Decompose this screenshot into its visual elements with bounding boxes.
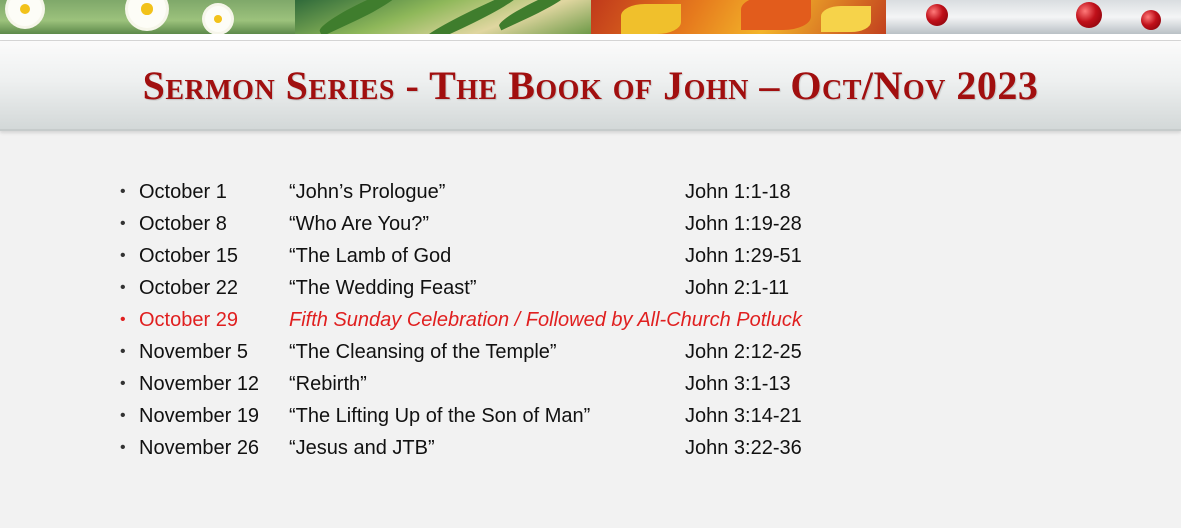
seasonal-banner (0, 0, 1181, 34)
sermon-title: “The Wedding Feast” (289, 276, 477, 299)
scripture-reference: John 2:12-25 (685, 340, 802, 363)
sermon-title: “Rebirth” (289, 372, 367, 395)
bullet-icon: • (120, 311, 126, 328)
special-event-note: Fifth Sunday Celebration / Followed by All-Church Potluck (289, 308, 802, 331)
sermon-date: November 12 (139, 372, 260, 395)
sermon-date: October 22 (139, 276, 238, 299)
palm-leaves-image (295, 0, 590, 34)
palm-leaf (496, 0, 574, 30)
daisy-flowers-image (0, 0, 295, 34)
sermon-title: “John’s Prologue” (289, 180, 446, 203)
schedule-row (120, 176, 1120, 208)
daisy-flower (128, 0, 166, 28)
scripture-reference: John 3:14-21 (685, 404, 802, 427)
slide-title: Sermon Series - The Book of John – Oct/Nov 2023 (142, 62, 1039, 108)
scripture-reference: John 3:22-36 (685, 436, 802, 459)
schedule-row (120, 400, 1120, 432)
sermon-date: October 8 (139, 212, 227, 235)
schedule-row (120, 272, 1120, 304)
sermon-schedule (120, 176, 1120, 464)
bullet-icon: • (120, 279, 126, 296)
title-bar (0, 41, 1181, 131)
maple-leaf (821, 6, 871, 32)
maple-leaf (741, 0, 811, 30)
schedule-row (120, 368, 1120, 400)
schedule-row (120, 240, 1120, 272)
bullet-icon: • (120, 407, 126, 424)
banner-divider (0, 34, 1181, 41)
bullet-icon: • (120, 375, 126, 392)
sermon-title: “The Lamb of God (289, 244, 452, 267)
bullet-icon: • (120, 247, 126, 264)
sermon-date: October 15 (139, 244, 238, 267)
scripture-reference: John 1:1-18 (685, 180, 791, 203)
red-berry (926, 4, 948, 26)
bullet-icon: • (120, 343, 126, 360)
maple-leaf (621, 4, 681, 34)
schedule-row (120, 432, 1120, 464)
sermon-date: October 1 (139, 180, 227, 203)
daisy-flower (8, 0, 42, 26)
schedule-row (120, 208, 1120, 240)
sermon-date: November 26 (139, 436, 260, 459)
sermon-title: “The Cleansing of the Temple” (289, 340, 557, 363)
bullet-icon: • (120, 183, 126, 200)
sermon-date: November 19 (139, 404, 260, 427)
sermon-title: “Jesus and JTB” (289, 436, 435, 459)
red-berry (1141, 10, 1161, 30)
scripture-reference: John 1:29-51 (685, 244, 802, 267)
scripture-reference: John 1:19-28 (685, 212, 802, 235)
winter-berries-image (886, 0, 1181, 34)
bullet-icon: • (120, 215, 126, 232)
red-berry (1076, 2, 1102, 28)
schedule-row-highlighted (120, 304, 1120, 336)
palm-leaf (317, 0, 404, 34)
autumn-leaves-image (591, 0, 886, 34)
sermon-date: October 29 (139, 308, 238, 331)
scripture-reference: John 2:1-11 (685, 276, 790, 299)
daisy-flower (205, 6, 231, 32)
bullet-icon: • (120, 439, 126, 456)
sermon-title: “The Lifting Up of the Son of Man” (289, 404, 591, 427)
sermon-date: November 5 (139, 340, 248, 363)
schedule-row (120, 336, 1120, 368)
sermon-title: “Who Are You?” (289, 212, 430, 235)
scripture-reference: John 3:1-13 (685, 372, 791, 395)
